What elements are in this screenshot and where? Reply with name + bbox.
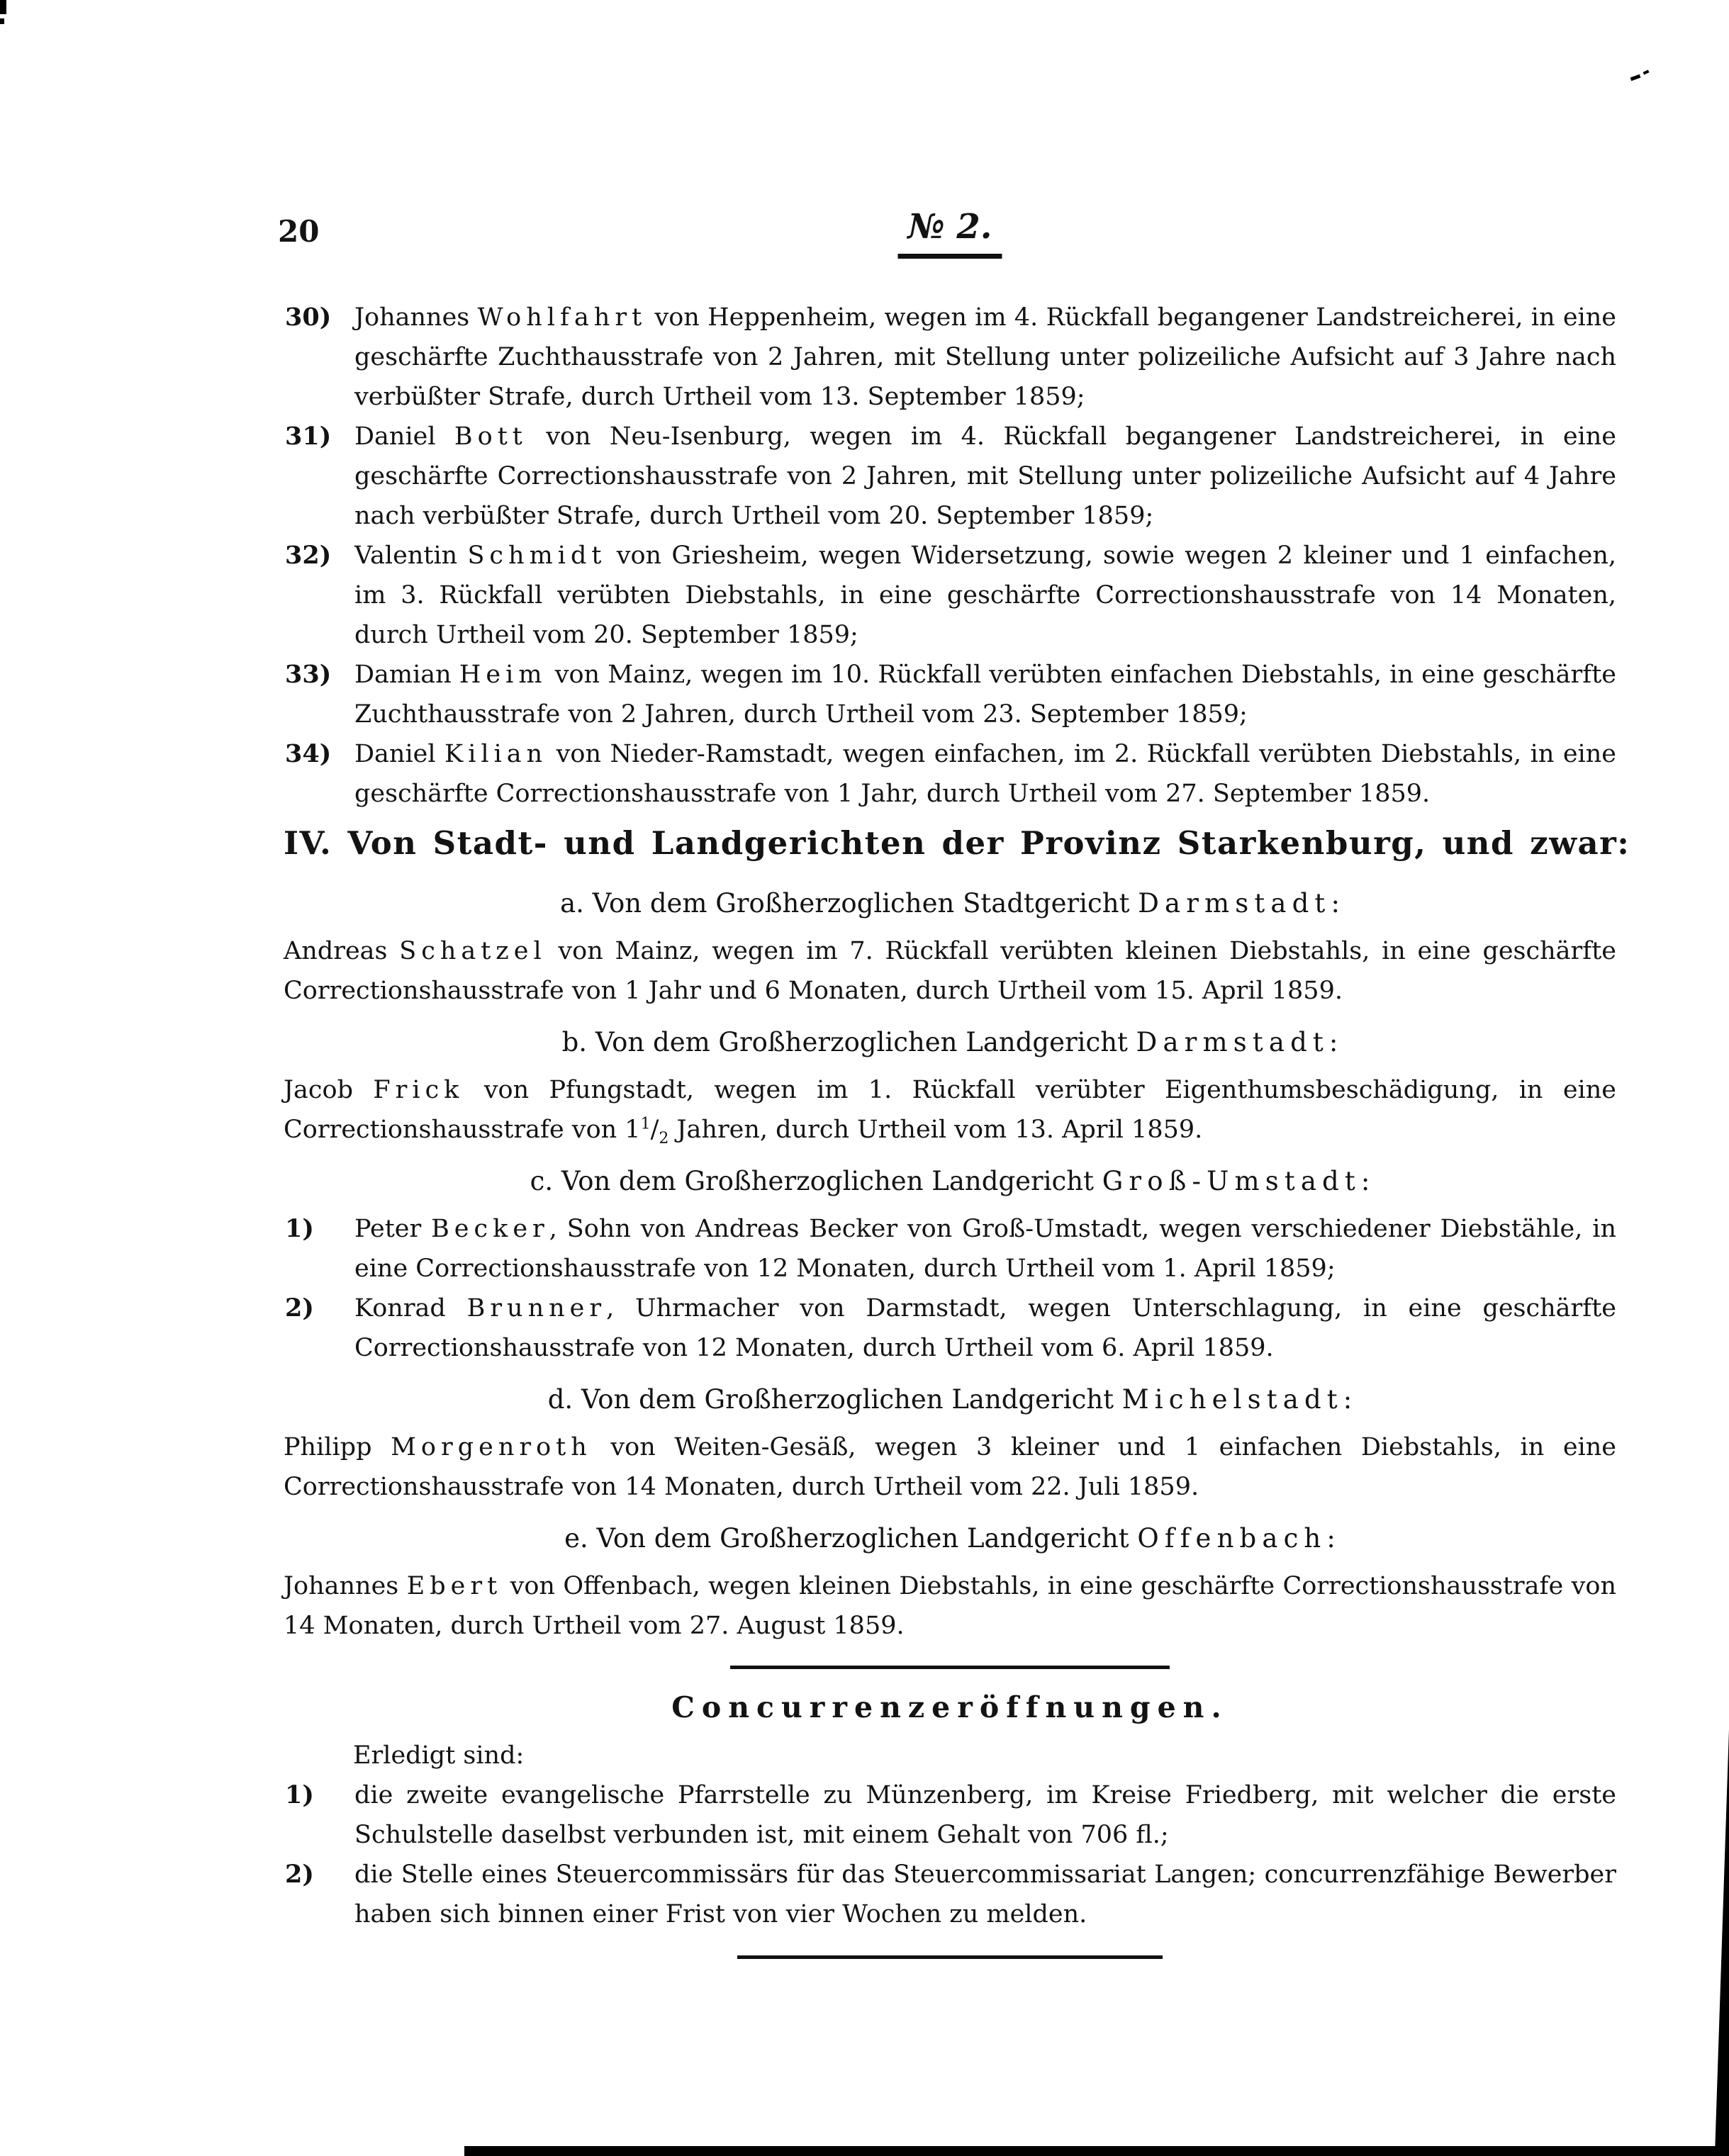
ink-mark-stroke [1643,69,1650,74]
heading-text: : [1326,1523,1336,1554]
case-text: von Offenbach, wegen kleinen Diebstahls, in eine geschärfte Correctionshausstrafe von 14 Monaten, durch Urtheil vom 27. August 1859. [284,1572,1616,1640]
vacancy-text: die Stelle eines Steuercommissärs für das Steuercommissariat Langen; concurrenzfähige Bewerber haben sich binnen einer Frist von vier Wochen zu melden. [354,1860,1616,1928]
court-name: Groß-Umstadt [1102,1166,1361,1196]
vacancies-intro: Erledigt sind: [353,1741,525,1770]
defendant-name: Schmidt [467,541,607,570]
case-text: Valentin [354,541,468,570]
case-list [284,298,1616,814]
case-number: 2) [285,1293,314,1323]
case-text: Damian [354,661,459,689]
defendant-name: Heim [459,661,547,689]
subsection-e-heading [284,1521,1616,1556]
case-text: , Uhrmacher von Darmstadt, wegen Unterschlagung, in eine geschärfte Correctionshausstrafe von 12 Monaten, durch Urtheil vom 6. April 1859. [354,1294,1616,1362]
heading-text: e. Von dem Großherzoglichen Landgericht [564,1523,1138,1554]
case-text: von Neu-Isenburg, wegen im 4. Rückfall begangener Landstreicherei, in eine geschärfte Correctionshausstrafe von 2 Jahren, mit Stellung unter polizeiliche Aufsicht auf 4 Jahre nach verbüßter Strafe, durch Urtheil vom 20. September 1859; [354,422,1616,530]
case-text: Peter [354,1215,432,1243]
case-item-c1 [284,1209,1616,1288]
defendant-name: Wohlfahrt [477,303,647,332]
vacancies-heading: Concurrenzeröffnungen. [671,1690,1229,1724]
defendant-name: Becker [431,1215,549,1243]
section-iv [284,822,1630,1646]
page-number: 20 [278,214,320,249]
case-item-33 [284,655,1616,734]
court-name: Michelstadt [1121,1384,1343,1415]
case-text: von Mainz, wegen im 10. Rückfall verübten einfachen Diebstahls, in eine geschärfte Zuchthausstrafe von 2 Jahren, durch Urtheil vom 23. September 1859; [354,661,1616,729]
case-item-32 [284,536,1616,655]
case-text: Daniel [354,422,454,451]
heading-text: : [1328,1027,1338,1057]
defendant-name: Kilian [444,740,548,768]
case-text: von Griesheim, wegen Widersetzung, sowie wegen 2 kleiner und 1 einfachen, im 3. Rückfall verübten Diebstahls, in eine geschärfte Correctionshausstrafe von 14 Monaten, durch Urtheil vom 20. September 1859; [354,541,1616,649]
court-name: Offenbach [1137,1523,1327,1554]
case-text: von Nieder-Ramstadt, wegen einfachen, im 2. Rückfall verübten Diebstahls, in eine geschärfte Correctionshausstrafe von 1 Jahr, durch Urtheil vom 27. September 1859. [354,740,1616,808]
subsection-e-paragraph [284,1566,1616,1646]
defendant-name: Morgenroth [391,1433,592,1461]
case-text: , Sohn von Andreas Becker von Groß-Umstadt, wegen verschiedener Diebstähle, in eine Correctionshausstrafe von 12 Monaten, durch Urtheil vom 1. April 1859; [354,1215,1616,1283]
defendant-name: Brunner [466,1294,607,1323]
page-content [278,207,1630,1977]
page-header [278,207,1616,266]
defendant-name: Ebert [406,1572,503,1600]
case-text: Philipp [284,1433,391,1461]
court-name: Darmstadt [1138,888,1331,919]
heading-text: c. Von dem Großherzoglichen Landgericht [530,1166,1102,1196]
case-item-34 [284,734,1616,814]
heading-text: : [1331,888,1340,919]
case-text: Johannes [354,303,478,332]
case-text: Andreas [284,937,400,965]
case-text: Daniel [354,740,445,768]
case-item-30 [284,298,1616,417]
case-item-31 [284,417,1616,536]
subsection-b-paragraph [284,1070,1616,1150]
heading-text: : [1360,1166,1370,1196]
heading-text: a. Von dem Großherzoglichen Stadtgericht [560,888,1138,919]
fraction-slash: / [650,1116,659,1144]
case-number: 1) [285,1214,314,1243]
scan-artifact-ink-mark [1630,69,1650,82]
subsection-a-paragraph [284,931,1616,1011]
scan-artifact-right-edge [1715,1729,1729,2155]
case-item-c2 [284,1288,1616,1368]
heading-text: d. Von dem Großherzoglichen Landgericht [547,1384,1122,1415]
subsection-d-heading [284,1382,1616,1417]
court-name: Darmstadt [1136,1027,1329,1057]
case-text: von Mainz, wegen im 7. Rückfall verübten kleinen Diebstahls, in eine geschärfte Correctionshausstrafe von 1 Jahr und 6 Monaten, durch Urtheil vom 15. April 1859. [284,937,1616,1005]
subsection-c-heading [284,1164,1616,1199]
case-number: 31) [285,422,332,451]
section-iv-heading: IV. Von Stadt- und Landgerichten der Provinz Starkenburg, und zwar: [284,824,1630,862]
heading-text: : [1343,1384,1353,1415]
case-number: 33) [285,660,332,689]
defendant-name: Bott [454,422,527,451]
vacancies-section [284,1688,1616,1934]
vacancy-item-1 [284,1775,1616,1855]
case-number: 30) [285,303,332,332]
case-text: Johannes [284,1572,407,1600]
fraction-numerator: 1 [640,1115,651,1133]
case-text: von Pfungstadt, wegen im 1. Rückfall verübter Eigenthumsbeschädigung, in eine Correctionshausstrafe von 1 [284,1076,1616,1144]
vacancy-text: die zweite evangelische Pfarrstelle zu Münzenberg, im Kreise Friedberg, mit welcher die erste Schulstelle daselbst verbunden ist, mit einem Gehalt von 706 fl.; [354,1781,1616,1849]
scan-artifact-top-left-dash [0,18,4,24]
vacancy-number: 1) [285,1780,314,1809]
defendant-name: Frick [373,1076,464,1104]
case-number: 32) [285,541,332,570]
case-text: Konrad [354,1294,467,1323]
end-divider-rule [737,1955,1163,1959]
defendant-name: Schatzel [399,937,547,965]
heading-text: b. Von dem Großherzoglichen Landgericht [561,1027,1136,1057]
section-divider-rule [730,1666,1170,1669]
vacancy-item-2 [284,1855,1616,1934]
subsection-d-paragraph [284,1427,1616,1507]
vacancy-number: 2) [285,1860,314,1889]
case-number: 34) [285,739,332,768]
case-text: von Weiten-Gesäß, wegen 3 kleiner und 1 einfachen Diebstahls, in eine Correctionshausstrafe von 14 Monaten, durch Urtheil vom 22. Juli 1859. [284,1433,1616,1501]
case-text: Jahren, durch Urtheil vom 13. April 1859. [668,1116,1203,1144]
issue-number: № 2. [898,207,1002,259]
scan-artifact-bottom-bar [464,2146,1729,2156]
subsection-a-heading [284,886,1616,921]
ink-mark-stroke [1630,74,1641,81]
case-text: von Heppenheim, wegen im 4. Rückfall begangener Landstreicherei, in eine geschärfte Zuchthausstrafe von 2 Jahren, mit Stellung unter polizeiliche Aufsicht auf 3 Jahre nach verbüßter Strafe, durch Urtheil vom 13. September 1859; [354,303,1616,411]
fraction-denominator: 2 [659,1130,669,1147]
scan-artifact-top-left [0,0,6,14]
case-text: Jacob [284,1076,374,1104]
subsection-c-list [284,1209,1616,1368]
subsection-b-heading [284,1025,1616,1060]
